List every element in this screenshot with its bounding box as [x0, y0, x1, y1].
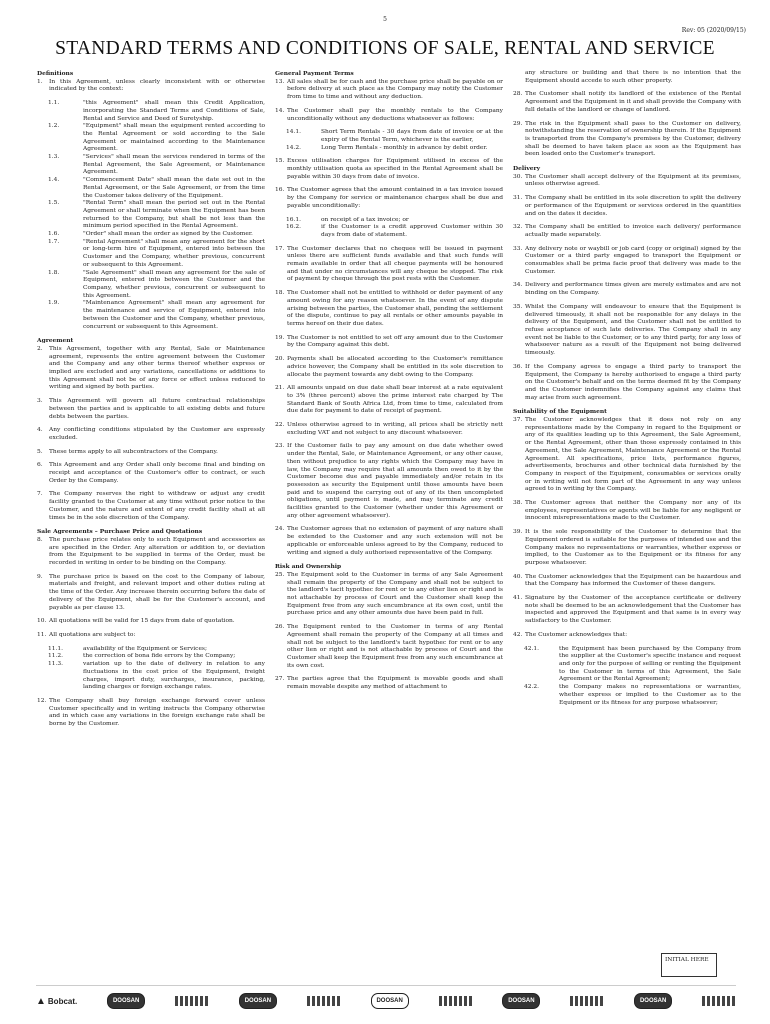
sub-clause [37, 177, 265, 200]
sub-clause [275, 217, 503, 225]
footer-logo-bar [36, 985, 736, 1013]
column-2 [275, 70, 503, 698]
clause [275, 187, 503, 210]
clause [275, 356, 503, 379]
sub-clause-text: "Commencement Date" shall mean the date set out in the Rental Agreement, or the Sale Agreement, or from the time the Customer takes delivery of the Equipment. [83, 177, 265, 199]
section-heading: General Payment Terms [275, 70, 354, 77]
brand-logo-6 [439, 996, 473, 1006]
clause [513, 282, 741, 297]
brand-logo-5: DOOSAN [371, 993, 409, 1009]
sub-clause-text: "Rental Agreement" shall mean any agreement for the short or long-term hire of Equipment, entered into between the Customer and the Company, whether previous, concurrent or subsequent to this Agreement. [83, 238, 265, 268]
sub-clause [513, 684, 741, 707]
clause-text: The Customer agrees that neither the Company nor any of its employees, representatives or agents will be liable for any negligent or innocent misrepresentations made to the Customer. [525, 500, 741, 522]
clause-text: The Customer acknowledges that it does not rely on any representations made by the Company in regard to the Equipment or any of its qualities leading up to this Agreement, the Sale Agreement, or the Rental Agreement, other than those expressly contained in this Agreement, the Sale Agreement, Maintenance Agreement or the Rental Agreement. All specifications, price lists, performance figures, advertisements, brochures and other technical data furnished by the Company in respect of the Equipment, consumables or services orally or in writing will not form part of the Agreement in any way unless agreed to in writing by the Company. [525, 417, 741, 493]
sub-clause-number: 14.1. [286, 129, 301, 136]
clause-number: 1. [37, 78, 43, 85]
clause-text: The Customer agrees that no extension of payment of any nature shall be extended to the Customer and any such extension will not be applicable or enforceable unless agreed to by the Company, reduced to writing and signed a duly authorised representative of the Company. [287, 526, 503, 556]
section-heading: Sale Agreements – Purchase Price and Quotations [37, 528, 203, 536]
clause-number: 30. [513, 173, 523, 180]
sub-clause-text: availability of the Equipment or Services; [83, 645, 207, 652]
clause-number: 42. [513, 631, 523, 638]
clause-number: 6. [37, 462, 43, 469]
clause [37, 427, 265, 442]
clause-text: The Company reserves the right to withdraw or adjust any credit facility granted to the Customer at any time without prior notice to the Customer, and the nature and extent of any credit facility shall at all times be in the sole discretion of the Company. [49, 491, 265, 521]
sub-clause-text: "Rental Term" shall mean the period set out in the Rental Agreement or shall terminate when the Equipment has been returned to the Company, but shall be not less than the minimum period specified in the Rental Agreement. [83, 200, 265, 230]
page-number: 5 [383, 16, 387, 23]
clause-number: 18. [275, 290, 285, 297]
sub-clause [37, 300, 265, 331]
sub-clause-text: the Company makes no representations or warranties, whether express or implied to the Customer as to the Equipment or its fitness for any purpose whatsoever; [559, 684, 741, 706]
clause-text: The Customer agrees that the amount contained in a tax invoice issued by the Company for service or maintenance charges shall be due and payable unconditionally: [287, 187, 503, 209]
sub-clause-number: 1.5. [48, 200, 60, 207]
sub-clause-number: 1.3. [48, 154, 60, 161]
clause-text: All quotations are subject to: [49, 632, 136, 638]
column-3 [513, 70, 741, 713]
clause-text: This Agreement will govern all future contractual relationships between the parties and is applicable to all existing debts and future debts between the parties. [49, 398, 265, 420]
bobcat-mark-icon: ▲ [36, 995, 46, 1007]
sub-clause-text: the Equipment has been purchased by the Company from the supplier at the Customer's specific instance and request and only for the purpose of selling or renting the Equipment to the Customer in terms of this Agreement, the Sale Agreement or the Rental Agreement; [559, 645, 741, 683]
clause-text: In this Agreement, unless clearly inconsistent with or otherwise indicated by the context: [49, 78, 265, 93]
sub-clause [37, 123, 265, 154]
sub-clause-number: 11.2. [48, 653, 63, 660]
sub-clause-number: 1.7. [48, 238, 60, 245]
sub-clause-number: 1.8. [48, 269, 60, 276]
clause-text: The Company shall be entitled in its sole discretion to split the delivery or performance of the Equipment or services ordered in the quantities and on the dates it decides. [525, 195, 741, 217]
clause-number: 26. [275, 624, 285, 631]
clause-number: 41. [513, 595, 523, 602]
clause-text: The Customer acknowledges that: [525, 631, 628, 638]
sub-clause [513, 646, 741, 685]
sub-clause-number: 16.1. [286, 216, 301, 223]
clause-text: This Agreement and any Order shall only become final and binding on receipt and acceptance of the Customer's offer to contract, or such Order by the Company. [49, 462, 265, 484]
initial-here-label: INITIAL HERE [665, 957, 709, 963]
brand-logo-3: DOOSAN [239, 993, 277, 1009]
clause-text: It is the sole responsibility of the Customer to determine that the Equipment ordered is suitable for the purposes of intended use and the Company makes no representations or warranties, whether express or implied, to the Customer as to the Equipment or its fitness for any purpose whatsoever. [525, 529, 741, 566]
clause-number: 40. [513, 573, 523, 580]
clause-number: 25. [275, 571, 285, 578]
sub-clause-text: "Services" shall mean the services rendered in terms of the Rental Agreement, the Sale Agreement, or Maintenance Agreement. [83, 154, 265, 176]
clause-number: 20. [275, 356, 285, 363]
revision-label: Rev: 05 (2020/09/15) [681, 27, 746, 34]
sub-clause-number: 1.4. [48, 177, 60, 184]
clause-text: Signature by the Customer of the acceptance certificate or delivery note shall be deemed to be an acknowledgement that the Customer has inspected and approved the Equipment and that same is in every way satisfactory to the Customer. [525, 595, 741, 625]
bobcat-logo-text: Bobcat. [47, 996, 78, 1006]
clause-text: The risk in the Equipment shall pass to the Customer on delivery, notwithstanding the reservation of ownership therein. If the Equipment is transported from the Company's premises by the Customer, delivery shall be deemed to have taken place as soon as the Equipment has been loaded onto the Customer's transport. [525, 120, 741, 158]
clause [513, 417, 741, 494]
sub-clause-number: 42.1. [524, 645, 539, 652]
clause [37, 79, 265, 94]
clause-number: 39. [513, 529, 523, 536]
clause-number: 38. [513, 500, 523, 507]
clause [513, 529, 741, 568]
clause-text: The purchase price is based on the cost to the Company of labour, materials and freight, and relevant import and other duties ruling at the time of the Order. Any increase therein occurring before the date of delivery of the Equipment, shall be for the Customer's account, and payable as per clause 13. [49, 573, 265, 611]
clause [37, 491, 265, 522]
clause-number: 13. [275, 78, 285, 85]
clause-text: All quotations will be valid for 15 days from date of quotation. [49, 618, 235, 625]
clause [275, 290, 503, 329]
sub-clause-text: "this Agreement" shall mean this Credit Application, incorporating the Standard Terms and Conditions of Sale, Rental and Service and Deed of Suretyship. [83, 100, 265, 122]
clause-number: 34. [513, 282, 523, 289]
sub-clause-text: Long Term Rentals - monthly in advance by debit order. [321, 144, 488, 151]
clause-continuation: any structure or building and that there is no intention that the Equipment should accede to such other property. [525, 70, 741, 84]
clause-number: 31. [513, 195, 523, 202]
clause-text: The parties agree that the Equipment is movable goods and shall remain movable despite any method of attachment to [287, 676, 503, 691]
clause-number: 24. [275, 526, 285, 533]
brand-logo-8 [570, 996, 604, 1006]
clause [37, 632, 265, 640]
clause [275, 422, 503, 437]
clause [275, 385, 503, 416]
clause [513, 574, 741, 589]
clause [37, 462, 265, 485]
clause-number: 21. [275, 385, 285, 392]
sub-clause-number: 42.2. [524, 684, 539, 691]
clause-number: 16. [275, 187, 285, 194]
clause [37, 537, 265, 568]
clause-number: 23. [275, 443, 285, 450]
sub-clause-text: variation up to the date of delivery in relation to any fluctuations in the cost price of the Equipment, freight charges, import duty, surcharges, insurance, packing, landing charges or foreign exchange rates. [83, 661, 265, 691]
clause-number: 32. [513, 224, 523, 231]
clause [275, 526, 503, 557]
sub-clause-text: Short Term Rentals - 30 days from date of invoice or at the expiry of the Rental Term, whichever is the earlier, [321, 129, 503, 143]
clause [513, 364, 741, 403]
clause-text: The Customer declares that no cheques will be issued in payment unless there are sufficient funds available and that such funds will remain available in order that all cheque payments will be honoured and that under no circumstances will any cheque be stopped. The risk of payment by cheque through the post rests with the Customer. [287, 245, 503, 283]
clause-text: The Customer acknowledges that the Equipment can be hazardous and that the Company has informed the Customer of these dangers. [525, 573, 741, 588]
clause-number: 10. [37, 618, 47, 625]
brand-logo-4 [307, 996, 341, 1006]
clause [275, 624, 503, 670]
sub-clause-text: the correction of bona fide errors by the Company; [83, 653, 236, 660]
clause [37, 698, 265, 729]
clause-text: Delivery and performance times given are merely estimates and are not binding on the Company. [525, 282, 741, 297]
clause-number: 3. [37, 398, 43, 405]
clause-text: Payments shall be allocated according to the Customer's remittance advice however, the Company shall be entitled in its sole discretion to allocate the payment towards any debt owing to the Company. [287, 356, 503, 378]
bobcat-logo [36, 996, 77, 1007]
clause-number: 27. [275, 676, 285, 683]
clause [513, 91, 741, 114]
clause [37, 346, 265, 392]
brand-logo-9: DOOSAN [634, 993, 672, 1009]
clause-number: 4. [37, 427, 43, 434]
clause-text: Whilst the Company will endeavour to ensure that the Equipment is delivered timeously, it shall not be responsible for any delays in the delivery of the Equipment, and the Customer shall not be entitled to refuse acceptance of such late deliveries. The Company shall in any event not be liable to the Customer, or to any third party, for any loss of whatsoever nature as a result of the Equipment not being delivered timeously. [525, 303, 741, 357]
sub-clause-text: "Maintenance Agreement" shall mean any agreement for the maintenance and service of Equipment, entered into between the Customer and the Company, whether previous, concurrent or subsequent to this Agreement. [83, 300, 265, 330]
clause [275, 79, 503, 102]
clause-text: Any delivery note or waybill or job card (copy or original) signed by the Customer or a third party engaged to transport the Equipment or consumables shall be prima facie proof that delivery was made to the Customer. [525, 245, 741, 275]
section-heading: Risk and Ownership [275, 563, 342, 571]
clause-number: 2. [37, 345, 43, 352]
clause-text: All amounts unpaid on due date shall bear interest at a rate equivalent to 3% (three percent) above the prime interest rate charged by The Standard Bank of South Africa Ltd, from time to time, calculated from due date for payment to date of receipt of payment. [287, 385, 503, 415]
sub-clause [37, 653, 265, 661]
brand-logo-1: DOOSAN [107, 993, 145, 1009]
sub-clause-number: 1.2. [48, 123, 60, 130]
brand-logo-2 [175, 996, 209, 1006]
sub-clause-number: 16.2. [286, 224, 301, 231]
clause-text: The Company shall be entitled to invoice each delivery/ performance actually made separately. [525, 224, 741, 238]
brand-logo-7: DOOSAN [502, 993, 540, 1009]
sub-clause-text: "Equipment" shall mean the equipment rented according to the Rental Agreement or sold according to the Sale Agreement or maintained according to the Maintenance Agreement. [83, 123, 265, 153]
initial-here-box[interactable] [661, 953, 717, 977]
section-heading: Agreement [37, 337, 74, 345]
sub-clause-number: 1.1. [48, 100, 60, 107]
clause-text: The Customer shall notify its landlord of the existence of the Rental Agreement and the Equipment in it and shall provide the Company with full details of the landlord or change of landlord. [525, 91, 741, 113]
sub-clause [275, 145, 503, 153]
clause-text: If the Customer fails to pay any amount on due date whether owed under the Rental, Sale, or Maintenance Agreement, or any other cause, then without prejudice to any rights which the Company may have in law, the Company may require that all amounts then owed to it by the Customer become due and payable immediately and/or retain in its possession as security the Equipment until those amounts have been paid and to suspend the carrying out of any of its then uncompleted obligations, until payment is made, and may terminate any credit facilities granted to the Customer (whether under this Agreement or any other agreement whatsoever). [287, 443, 503, 519]
section-heading: Suitability of the Equipment [513, 408, 607, 416]
clause-number: 22. [275, 422, 285, 429]
clause [513, 121, 741, 160]
page-title: STANDARD TERMS AND CONDITIONS OF SALE, RENTAL AND SERVICE [55, 38, 715, 59]
clause-number: 36. [513, 363, 523, 370]
clause-number: 14. [275, 107, 285, 114]
clause [513, 195, 741, 218]
clause-text: Excess utilisation charges for Equipment utilised in excess of the monthly utilisation quota as specified in the Rental Agreement shall be payable within 30 days from date of invoice. [287, 158, 503, 180]
clause [275, 158, 503, 181]
clause [37, 618, 265, 626]
sub-clause-text: if the Customer is a credit approved Customer within 30 days from date of statement. [321, 224, 503, 238]
sub-clause-text: "Order" shall mean the order as signed by the Customer. [83, 231, 253, 238]
clause-text: Unless otherwise agreed to in writing, all prices shall be strictly nett excluding VAT and not subject to any discount whatsoever. [287, 422, 503, 436]
clause [37, 449, 265, 457]
clause [37, 574, 265, 613]
clause-text: The Customer is not entitled to set off any amount due to the Customer by the Company against this debt. [287, 334, 503, 349]
clause-text: The Customer shall accept delivery of the Equipment at its premises, unless otherwise agreed. [525, 173, 741, 188]
sub-clause [37, 646, 265, 654]
clause-number: 33. [513, 245, 523, 252]
clause [37, 398, 265, 421]
sub-clause-number: 1.6. [48, 231, 60, 238]
clause-text: The Company shall buy foreign exchange forward cover unless Customer specifically and in writing instructs the Company otherwise and in which case any variations in the foreign exchange rate shall be borne by the Customer. [49, 697, 265, 728]
clause [513, 246, 741, 277]
clause-number: 17. [275, 245, 285, 252]
clause [513, 174, 741, 189]
sub-clause [275, 129, 503, 144]
sub-clause-number: 11.1. [48, 645, 63, 652]
sub-clause-text: on receipt of a tax invoice; or [321, 216, 409, 223]
clause [513, 304, 741, 358]
clause-text: The Customer shall pay the monthly rentals to the Company unconditionally without any deductions whatsoever as follows: [287, 107, 503, 122]
sub-clause [37, 231, 265, 239]
clause-text: If the Company agrees to engage a third party to transport the Equipment, the Company is hereby authorised to engage a third party on the Customer's behalf and on the terms deemed fit by the Company and the Customer indemnifies the Company against any claims that may arise from such agreement. [525, 363, 741, 401]
sub-clause-number: 14.2. [286, 144, 301, 151]
clause-number: 5. [37, 448, 43, 455]
clause [275, 246, 503, 285]
brand-logo-10 [702, 996, 736, 1006]
clause-number: 9. [37, 573, 43, 580]
clause-number: 8. [37, 536, 43, 543]
sub-clause [37, 661, 265, 692]
clause [275, 108, 503, 123]
clause-text: The Equipment rented to the Customer in terms of any Rental Agreement shall remain the property of the Company at all times and shall not be subject to the landlord's tacit hypothec for rent or to any other lien or right and is not attachable by process of Court and the Customer shall keep the Equipment free from any such encumbrance at its own cost. [287, 624, 503, 669]
sub-clause [37, 270, 265, 301]
clause [513, 632, 741, 640]
clause-text: The Equipment sold to the Customer in terms of any Sale Agreement shall remain the property of the Company and shall not be subject to the landlord's tacit hypothec for rent or to any other lien or right and is not attachable by process of Court and the Customer shall keep the Equipment free from any such encumbrance at its own cost, until the purchase price and any other amounts due have been paid in full. [287, 571, 503, 617]
sub-clause [37, 100, 265, 123]
sub-clause-number: 11.3. [48, 661, 63, 668]
clause-number: 11. [37, 632, 47, 638]
column-1 [37, 70, 265, 735]
clause-number: 12. [37, 697, 47, 704]
sub-clause [275, 224, 503, 239]
clause-text: The Customer shall not be entitled to withhold or defer payment of any amount owing for any reason whatsoever. In the event of any dispute arising between the parties, the Customer shall, pending the settlement of the dispute, continue to pay all rentals or other amounts payable in terms hereof on their due dates. [287, 290, 503, 327]
clause [513, 595, 741, 626]
clause [275, 676, 503, 691]
clause-number: 7. [37, 491, 43, 498]
clause-number: 29. [513, 120, 523, 127]
clause-text: The purchase price relates only to such Equipment and accessories as are specified in the Order. Any alteration or addition to, or deviation from the Equipment to be supplied in terms of the Order, must be recorded in writing in order to be binding on the Company. [49, 536, 265, 567]
clause-text: This Agreement, together with any Rental, Sale or Maintenance agreement, represents the entire agreement between the Customer and the Company and any other terms thereof whether express or implied are excluded and any variations, cancellations or additions to this Agreement shall not be of any force or effect unless reduced to writing and signed by both parties. [49, 345, 265, 391]
clause-text: These terms apply to all subcontractors of the Company. [49, 448, 218, 455]
sub-clause [37, 200, 265, 231]
clause-number: 15. [275, 158, 285, 165]
sub-clause [37, 154, 265, 177]
clause-number: 37. [513, 417, 523, 424]
clause [275, 335, 503, 350]
clause-number: 19. [275, 334, 285, 341]
clause [275, 572, 503, 618]
clause-text: All sales shall be for cash and the purchase price shall be payable on or before delivery at such place as the Company may notify the Customer from time to time and without any deduction. [287, 78, 503, 101]
sub-clause-number: 1.9. [48, 300, 60, 307]
clause [275, 443, 503, 520]
sub-clause-text: "Sale Agreement" shall mean any agreement for the sale of Equipment, entered into between the Customer and the Company, whether previous, concurrent or subsequent to this Agreement. [83, 269, 265, 299]
section-heading: Delivery [513, 165, 541, 173]
clause [513, 224, 741, 239]
clause-number: 35. [513, 303, 523, 310]
clause-text: Any conflicting conditions stipulated by the Customer are expressly excluded. [49, 427, 265, 441]
sub-clause [37, 239, 265, 270]
section-heading: Definitions [37, 70, 74, 77]
clause-number: 28. [513, 91, 523, 98]
clause [513, 500, 741, 523]
